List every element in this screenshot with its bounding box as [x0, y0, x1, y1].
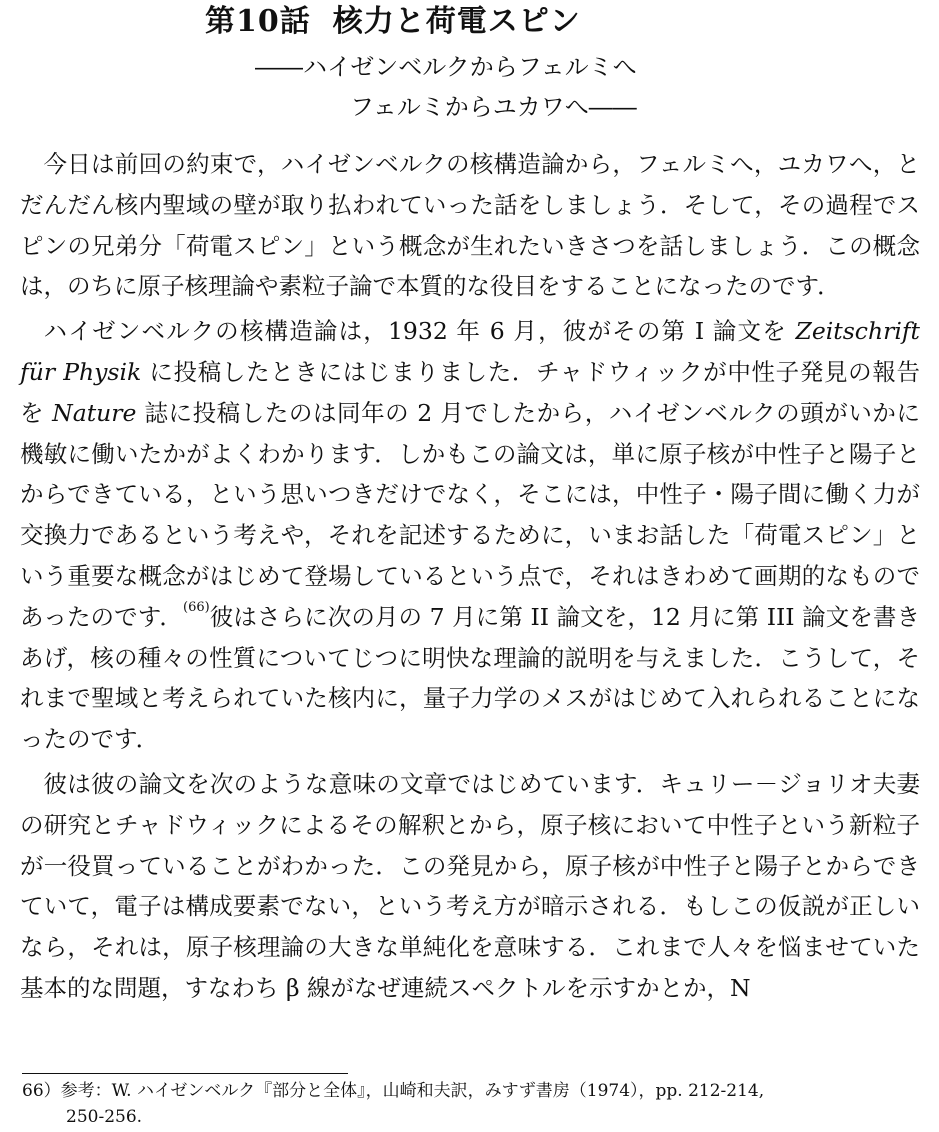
footnote	[22, 1078, 902, 1130]
paragraph-2	[20, 311, 920, 760]
footnote-reference[interactable]: (66)	[183, 599, 210, 615]
paragraph-2-part-c: 誌に投稿したのは同年の 2 月でしたから，ハイゼンベルクの頭がいかに機敏に働いたかがよくわかります．しかもこの論文は，単に原子核が中性子と陽子とからできている，という思いつきだけでなく，そこには，中性子・陽子間に働く力が交換力であるという考えや，それを記述するために，いまお話した「荷電スピン」という重要な概念がはじめて登場しているという点で，それはきわめて画期的なものであったのです．	[20, 398, 920, 631]
journal-zeitschrift: Zeitschrift für Physik	[20, 317, 920, 386]
footnote-divider	[22, 1073, 348, 1074]
subtitle-line-2: フェルミからユカワへ――	[350, 93, 637, 121]
chapter-title	[205, 2, 581, 42]
chapter-number: 第10話	[205, 4, 311, 39]
subtitle-line-1: ――ハイゼンベルクからフェルミへ	[255, 53, 637, 81]
paragraph-2-part-b: に投稿したときにはじまりました．チャドウィックが中性子発見の報告を	[20, 357, 920, 427]
paragraph-2-part-d: 彼はさらに次の月の 7 月に第 II 論文を，12 月に第 III 論文を書きあげ，核の種々の性質についてじつに明快な理論的説明を与えました．こうして，それまで聖域と考えられていた核内に，量子力学のメスがはじめて入れられることになったのです．	[20, 602, 921, 754]
chapter-title-text: 核力と荷電スピン	[332, 4, 581, 39]
footnote-line-2: 250-256.	[66, 1107, 143, 1127]
body-text	[20, 144, 920, 1009]
paragraph-3: 彼は彼の論文を次のような意味の文章ではじめています．キュリー－ジョリオ夫妻の研究とチャドウィックによるその解釈とから，原子核において中性子という新粒子が一役買っていることがわかった．この発見から，原子核が中性子と陽子とからできていて，電子は構成要素でない，という考え方が暗示される．もしこの仮説が正しいなら，それは，原子核理論の大きな単純化を意味する．これまで人々を悩ませていた基本的な問題，すなわち β 線がなぜ連続スペクトルを示すかとか，N	[20, 769, 920, 1002]
paragraph-2-part-a: ハイゼンベルクの核構造論は，1932 年 6 月，彼がその第 I 論文を	[43, 317, 796, 346]
journal-nature: Nature	[52, 398, 137, 427]
paragraph-1: 今日は前回の約束で，ハイゼンベルクの核構造論から，フェルミへ，ユカワへ，とだんだん核内聖域の壁が取り払われていった話をしましょう．そして，その過程でスピンの兄弟分「荷電スピン」という概念が生れたいきさつを話しましょう．この概念は，のちに原子核理論や素粒子論で本質的な役目をすることになったのです．	[20, 150, 920, 301]
footnote-line-1: 66）参考：W. ハイゼンベルク『部分と全体』，山崎和夫訳，みすず書房（1974），pp. 212-214,	[22, 1081, 765, 1101]
